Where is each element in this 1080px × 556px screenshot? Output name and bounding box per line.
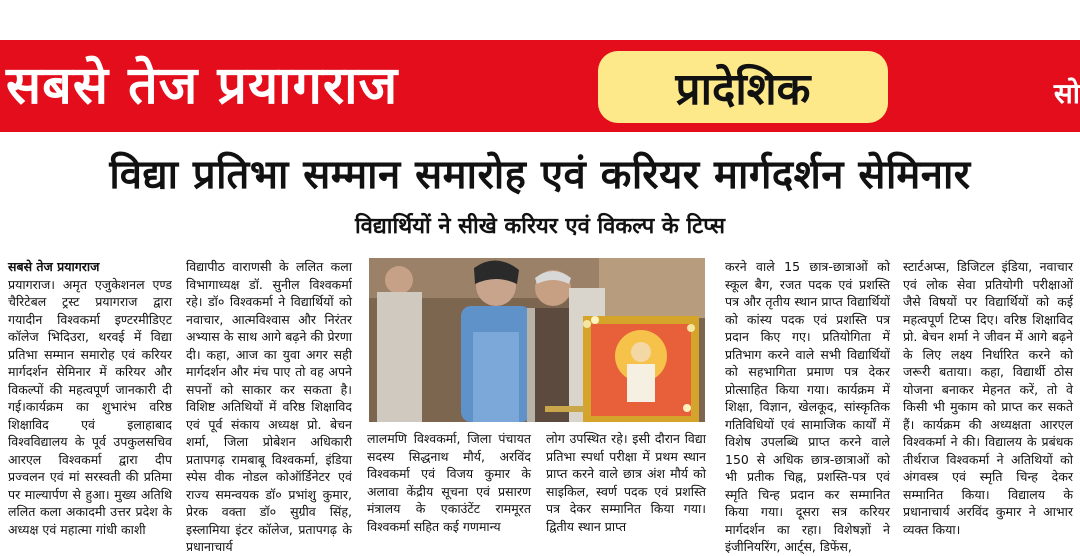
masthead-title: सबसे तेज प्रयागराज — [6, 56, 399, 116]
source-line: सबसे तेज प्रयागराज — [8, 259, 100, 274]
column-2-text: विद्यापीठ वाराणसी के ललित कला विभागाध्यक्ष डॉ. सुनील विश्वकर्मा रहे। डॉ० विश्वकर्मा ने विद्यार्थियों को नवाचार, आत्मविश्वास और निरंतर अभ्यास के साथ आगे बढ़ने की प्रेरणा दी। कहा, आज का युवा अगर सही मार्गदर्शन और मंच पाए तो वह अपने सपनों को साकार कर सकता है।विशिष्ट अतिथियों में वरिष्ठ शिक्षाविद एवं पूर्व संकाय अध्यक्ष प्रो. बेचन शर्मा, जिला प्रोबेशन अधिकारी प्रतापगढ़ रामबाबू विश्वकर्मा, इंडिया स्पेस वीक नोडल कोऑर्डिनेटर एवं राज्य समन्वयक डॉ० प्रभांशु कुमार, प्रेरक वक्ता डॉ० सुग्रीव सिंह, इस्लामिया इंटर कॉलेज, प्रतापगढ़ के प्रधानाचार्य — [186, 259, 352, 554]
column-3-text: लालमणि विश्वकर्मा, जिला पंचायत सदस्य सिद्धनाथ मौर्य, अरविंद विश्वकर्मा एवं विजय कुमार के अलावा केंद्रीय सूचना एवं प्रसारण मंत्रालय के एकाउंटेंट राममूरत विश्वकर्मा सहित कई गणमान्य — [367, 431, 531, 534]
article-column-6 — [903, 258, 1073, 537]
article-column-2 — [186, 258, 352, 554]
column-5-text: करने वाले 15 छात्र-छात्राओं को स्कूल बैग, रजत पदक एवं प्रशस्ति पत्र और तृतीय स्थान प्राप्त विद्यार्थियों को कांस्य पदक एवं प्रशस्ति पत्र प्रदान किए गए। प्रतियोगिता में प्रतिभाग करने वाले सभी विद्यार्थियों को सहभागिता प्रमाण पत्र देकर प्रोत्साहित किया गया। कार्यक्रम में शिक्षा, विज्ञान, खेलकूद, सांस्कृतिक गतिविधियों एवं सामाजिक कार्यों में विशेष उपलब्धि प्राप्त करने वाले 150 से अधिक छात्र-छात्राओं को भी प्रतीक चिह्न, प्रशस्ति-पत्र एवं स्मृति चिन्ह प्रदान कर सम्मानित किया गया। दूसरा सत्र करियर मार्गदर्शन का रहा। विशेषज्ञों ने इंजीनियरिंग, आर्ट्स, डिफेंस, — [725, 259, 890, 554]
article-column-1 — [8, 258, 172, 537]
article-subheadline: विद्यार्थियों ने सीखे करियर एवं विकल्प के टिप्स — [354, 214, 726, 239]
article-headline: विद्या प्रतिभा सम्मान समारोह एवं करियर मार्गदर्शन सेमिनार — [109, 152, 971, 198]
article-column-4 — [546, 430, 706, 532]
column-1-text: प्रयागराज। अमृत एजुकेशनल एण्ड चैरिटेबल ट्रस्ट प्रयागराज द्वारा गयादीन विश्वकर्मा इण्टरमीडिएट कॉलेज भिदिउरा, थरवई में विद्या प्रतिभा सम्मान समारोह एवं करियर मार्गदर्शन सेमिनार में करियर और विकल्पों की महत्वपूर्ण जानकारी दी गई।कार्यक्रम का शुभारंभ वरिष्ठ शिक्षाविद एवं इलाहाबाद विश्वविद्यालय के पूर्व उपकुलसचिव आरएल विश्वकर्मा द्वारा दीप प्रज्वलन एवं मां सरस्वती की प्रतिमा पर माल्यार्पण से हुआ। मुख्य अतिथि ललित कला अकादमी उत्तर प्रदेश के अध्यक्ष एवं महात्मा गांधी काशी — [8, 276, 172, 537]
article-column-3 — [367, 430, 531, 532]
event-photo — [369, 258, 705, 422]
column-4-text: लोग उपस्थित रहे। इसी दौरान विद्या प्रतिभा स्पर्धा परीक्षा में प्रथम स्थान प्राप्त करने वाले छात्र अंश मौर्य को साइकिल, स्वर्ण पदक एवं प्रशस्ति पत्र देकर सम्मानित किया गया। द्वितीय स्थान प्राप्त — [546, 431, 706, 534]
cut-off-text: सो — [1053, 77, 1080, 110]
section-label: प्रादेशिक — [675, 64, 811, 115]
section-label-pill — [598, 51, 888, 123]
masthead-banner — [0, 40, 1080, 132]
column-6-text: स्टार्टअप्स, डिजिटल इंडिया, नवाचार एवं लोक सेवा प्रतियोगी परीक्षाओं जैसे विषयों पर विद्यार्थियों को कई महत्वपूर्ण टिप्स दिए। वरिष्ठ शिक्षाविद प्रो. बेचन शर्मा ने जीवन में आगे बढ़ने के लिए लक्ष्य निर्धारित करने को जरूरी बताया। कहा, विद्यार्थी ठोस योजना बनाकर मेहनत करें, तो वे किसी भी मुकाम को प्राप्त कर सकते हैं। कार्यक्रम की अध्यक्षता आरएल विश्वकर्मा ने की। विद्यालय के प्रबंधक तीर्थराज विश्वकर्मा ने अतिथियों को अंगवस्त्र एवं स्मृति चिन्ह देकर सम्मानित किया। विद्यालय के प्रधानाचार्य अरविंद कुमार ने आभार व्यक्त किया। — [903, 259, 1073, 537]
photo-illustration — [369, 258, 705, 422]
article-column-5 — [725, 258, 890, 554]
